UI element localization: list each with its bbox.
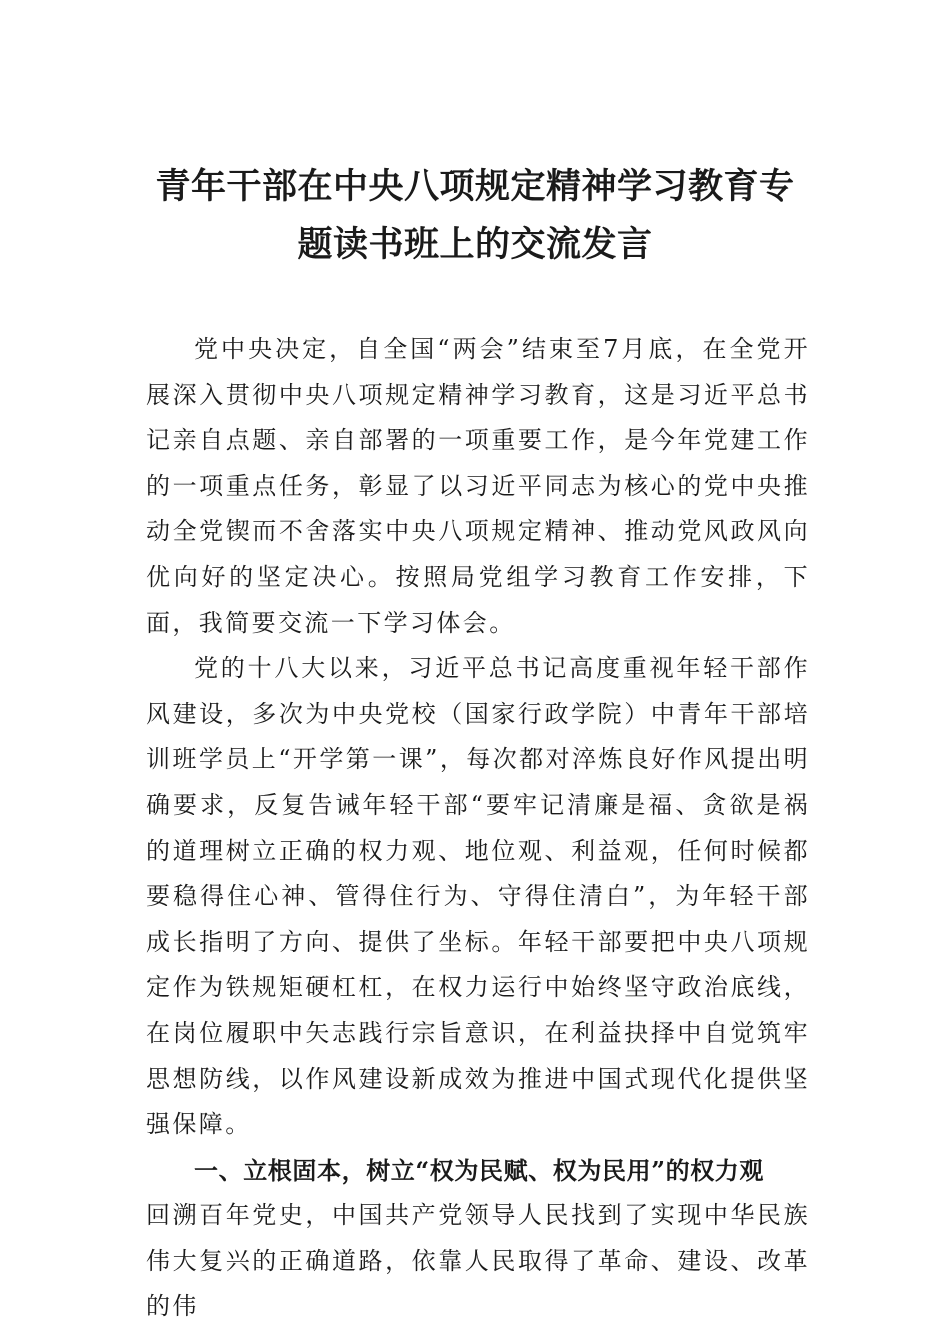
title-line-2: 题读书班上的交流发言: [297, 224, 653, 265]
document-title: [140, 158, 810, 274]
paragraph-background: 党的十八大以来，习近平总书记高度重视年轻干部作风建设，多次为中央党校（国家行政学院）中青年干部培训班学员上“开学第一课”，每次都对淬炼良好作风提出明确要求，反复告诫年轻干部“要牢记清廉是福、贪欲是祸的道理树立正确的权力观、地位观、利益观，任何时候都要稳得住心神、管得住行为、守得住清白”，为年轻干部成长指明了方向、提供了坐标。年轻干部要把中央八项规定作为铁规矩硬杠杠，在权力运行中始终坚守政治底线，在岗位履职中矢志践行宗旨意识，在利益抉择中自觉筑牢思想防线，以作风建设新成效为推进中国式现代化提供坚强保障。: [146, 654, 810, 1139]
title-line-1: 青年干部在中央八项规定精神学习教育专: [155, 166, 795, 207]
paragraph-section-1: 回溯百年党史，中国共产党领导人民找到了实现中华民族伟大复兴的正确道路，依靠人民取得了革命、建设、改革的伟: [146, 1201, 810, 1321]
document-body: [146, 327, 810, 1330]
paragraph-intro: 党中央决定，自全国“两会”结束至7月底，在全党开展深入贯彻中央八项规定精神学习教育，这是习近平总书记亲自点题、亲自部署的一项重要工作，是今年党建工作的一项重点任务，彰显了以习近平同志为核心的党中央推动全党锲而不舍落实中央八项规定精神、推动党风政风向优向好的坚定决心。按照局党组学习教育工作安排，下面，我简要交流一下学习体会。: [146, 335, 810, 637]
section-heading-1: 一、立根固本，树立“权为民赋、权为民用”的权力观: [194, 1155, 765, 1185]
